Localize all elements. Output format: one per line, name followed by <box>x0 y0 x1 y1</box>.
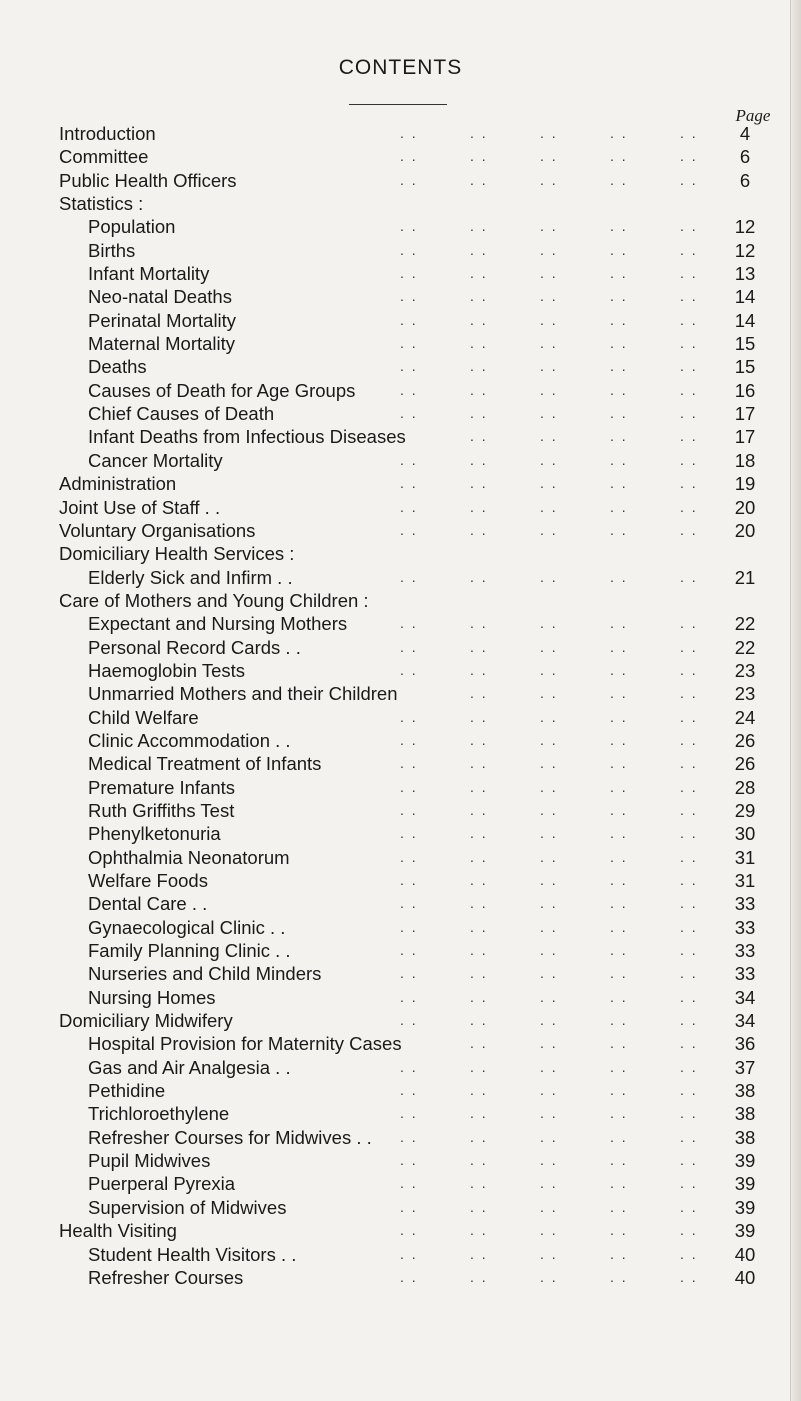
entry-label: Population <box>88 216 176 238</box>
contents-entry: Neo-natal Deaths . . . . . . . . . . 14 <box>0 285 801 308</box>
entry-page-number: 23 <box>734 659 756 681</box>
entry-page-number: 22 <box>734 636 756 658</box>
contents-entry: Deaths . . . . . . . . . . 15 <box>0 355 801 378</box>
entry-page-number: 21 <box>734 566 756 588</box>
entry-label: Child Welfare <box>88 706 199 728</box>
contents-entry: Nurseries and Child Minders . . . . . . . . . . 33 <box>0 962 801 985</box>
entry-page-number: 6 <box>739 146 751 168</box>
entry-page-number: 15 <box>734 333 756 355</box>
contents-entry: Population . . . . . . . . . . 12 <box>0 215 801 238</box>
entry-label: Pethidine <box>88 1080 166 1102</box>
contents-entry: Maternal Mortality . . . . . . . . . . 15 <box>0 332 801 355</box>
entry-page-number: 39 <box>734 1220 756 1242</box>
entry-page-number: 6 <box>739 169 751 191</box>
contents-entry: Administration . . . . . . . . . . 19 <box>0 472 801 495</box>
entry-page-number: 38 <box>734 1103 756 1125</box>
entry-page-number: 31 <box>734 846 756 868</box>
entry-label: Premature Infants <box>88 776 236 798</box>
contents-entry: Chief Causes of Death . . . . . . . . . . 17 <box>0 402 801 425</box>
entry-label: Elderly Sick and Infirm . . <box>88 566 293 588</box>
entry-page-number: 31 <box>734 870 756 891</box>
entry-label: Pupil Midwives <box>88 1150 211 1172</box>
entry-label: Medical Treatment of Infants <box>88 753 322 775</box>
entry-label: Dental Care . . <box>88 893 208 915</box>
contents-entry: Family Planning Clinic . . . . . . . . . . . . 33 <box>0 939 801 962</box>
entry-page-number: 17 <box>734 426 756 448</box>
entry-label: Infant Deaths from Infectious Diseases <box>88 426 406 448</box>
entry-label: Nurseries and Child Minders <box>88 963 322 985</box>
entry-label: Cancer Mortality <box>88 449 223 471</box>
contents-entry <box>0 589 801 612</box>
contents-entry: Perinatal Mortality . . . . . . . . . . 14 <box>0 309 801 332</box>
contents-entry: Refresher Courses for Midwives . . . . . . . . . . . . 38 <box>0 1126 801 1149</box>
contents-entry: Infant Mortality . . . . . . . . . . 13 <box>0 262 801 285</box>
entry-label: Statistics : <box>59 193 144 215</box>
entry-label: Maternal Mortality <box>88 333 236 355</box>
contents-entry: Supervision of Midwives . . . . . . . . . . 39 <box>0 1196 801 1219</box>
entry-page-number: 34 <box>734 1010 756 1032</box>
contents-entry: Expectant and Nursing Mothers . . . . . . . . . . 22 <box>0 612 801 635</box>
contents-entry <box>0 192 801 215</box>
entry-label: Gas and Air Analgesia . . <box>88 1056 291 1078</box>
entry-label: Care of Mothers and Young Children : <box>59 589 369 611</box>
entry-page-number: 33 <box>734 916 756 938</box>
entry-label: Unmarried Mothers and their Children <box>88 683 398 705</box>
contents-entry: Public Health Officers . . . . . . . . . . 6 <box>0 169 801 192</box>
entry-label: Hospital Provision for Maternity Cases <box>88 1033 402 1055</box>
entry-page-number: 12 <box>734 239 756 261</box>
entry-label: Chief Causes of Death <box>88 403 275 425</box>
entry-label: Committee <box>59 146 149 168</box>
contents-entry: Personal Record Cards . . . . . . . . . . . . 22 <box>0 636 801 659</box>
entry-label: Clinic Accommodation . . <box>88 729 291 751</box>
entry-label: Puerperal Pyrexia <box>88 1173 236 1195</box>
contents-entry: Cancer Mortality . . . . . . . . . . 18 <box>0 449 801 472</box>
title-rule <box>349 104 447 105</box>
contents-entry: Introduction . . . . . . . . . . 4 <box>0 122 801 145</box>
entry-label: Health Visiting <box>59 1220 177 1242</box>
entry-label: Refresher Courses for Midwives . . <box>88 1126 372 1148</box>
contents-entry: Phenylketonuria . . . . . . . . . . 30 <box>0 822 801 845</box>
contents-entry: Pupil Midwives . . . . . . . . . . 39 <box>0 1149 801 1172</box>
entry-page-number: 17 <box>734 403 756 425</box>
contents-entry <box>0 542 801 565</box>
contents-entry: Committee . . . . . . . . . . 6 <box>0 145 801 168</box>
entry-label: Domiciliary Midwifery <box>59 1010 233 1032</box>
entry-page-number: 39 <box>734 1173 756 1195</box>
entry-page-number: 38 <box>734 1080 756 1102</box>
entry-page-number: 16 <box>734 379 756 401</box>
entry-page-number: 40 <box>734 1243 756 1265</box>
contents-list <box>0 122 801 1289</box>
entry-page-number: 23 <box>734 683 756 705</box>
contents-entry: Refresher Courses . . . . . . . . . . 40 <box>0 1266 801 1289</box>
contents-entry: Infant Deaths from Infectious Diseases . . . . . . . . 17 <box>0 425 801 448</box>
entry-label: Infant Mortality <box>88 263 210 285</box>
entry-label: Causes of Death for Age Groups <box>88 379 356 401</box>
entry-label: Deaths <box>88 356 147 378</box>
contents-entry: Health Visiting . . . . . . . . . . 39 <box>0 1219 801 1242</box>
entry-label: Supervision of Midwives <box>88 1196 287 1218</box>
entry-label: Joint Use of Staff . . <box>59 496 221 518</box>
entry-page-number: 39 <box>734 1150 756 1172</box>
contents-entry: Unmarried Mothers and their Children . . . . . . . . 23 <box>0 682 801 705</box>
entry-label: Family Planning Clinic . . <box>88 940 291 962</box>
contents-entry: Voluntary Organisations . . . . . . . . . . 20 <box>0 519 801 542</box>
contents-entry: Medical Treatment of Infants . . . . . . . . . . 26 <box>0 752 801 775</box>
contents-entry: Student Health Visitors . . . . . . . . . . . . 40 <box>0 1243 801 1266</box>
contents-entry: Premature Infants . . . . . . . . . . 28 <box>0 776 801 799</box>
entry-page-number: 12 <box>734 216 756 238</box>
contents-entry: Pethidine . . . . . . . . . . 38 <box>0 1079 801 1102</box>
contents-entry: Dental Care . . . . . . . . . . . . 33 <box>0 892 801 915</box>
entry-label: Personal Record Cards . . <box>88 636 301 658</box>
contents-entry: Haemoglobin Tests . . . . . . . . . . 23 <box>0 659 801 682</box>
contents-entry: Ruth Griffiths Test . . . . . . . . . . 29 <box>0 799 801 822</box>
entry-label: Ophthalmia Neonatorum <box>88 846 290 868</box>
contents-entry: Joint Use of Staff . . . . . . . . . . . . 20 <box>0 496 801 519</box>
entry-label: Introduction <box>59 123 156 144</box>
entry-label: Administration <box>59 473 177 495</box>
entry-page-number: 26 <box>734 753 756 775</box>
contents-entry: Child Welfare . . . . . . . . . . 24 <box>0 706 801 729</box>
contents-entry: Ophthalmia Neonatorum . . . . . . . . . . 31 <box>0 846 801 869</box>
entry-label: Phenylketonuria <box>88 823 221 845</box>
entry-page-number: 24 <box>734 706 756 728</box>
entry-label: Neo-natal Deaths <box>88 286 232 308</box>
entry-label: Public Health Officers <box>59 169 237 191</box>
contents-entry: Gynaecological Clinic . . . . . . . . . . . . 33 <box>0 916 801 939</box>
entry-page-number: 33 <box>734 940 756 962</box>
entry-page-number: 20 <box>734 496 756 518</box>
entry-page-number: 26 <box>734 729 756 751</box>
entry-label: Voluntary Organisations <box>59 519 256 541</box>
entry-page-number: 19 <box>734 473 756 495</box>
entry-page-number: 14 <box>734 309 756 331</box>
entry-page-number: 40 <box>734 1266 756 1288</box>
entry-page-number: 14 <box>734 286 756 308</box>
entry-label: Nursing Homes <box>88 986 216 1008</box>
contents-entry: Trichloroethylene . . . . . . . . . . 38 <box>0 1102 801 1125</box>
contents-entry: Elderly Sick and Infirm . . . . . . . . . . . . 21 <box>0 566 801 589</box>
contents-entry: Puerperal Pyrexia . . . . . . . . . . 39 <box>0 1172 801 1195</box>
entry-label: Trichloroethylene <box>88 1103 230 1125</box>
entry-label: Haemoglobin Tests <box>88 659 245 681</box>
contents-entry: Causes of Death for Age Groups . . . . . . . . . . 16 <box>0 379 801 402</box>
entry-page-number: 13 <box>734 263 756 285</box>
entry-page-number: 28 <box>734 776 756 798</box>
contents-entry: Domiciliary Midwifery . . . . . . . . . . 34 <box>0 1009 801 1032</box>
entry-label: Student Health Visitors . . <box>88 1243 297 1265</box>
page-column-header: Page <box>735 106 771 125</box>
entry-label: Expectant and Nursing Mothers <box>88 613 348 635</box>
contents-entry: Clinic Accommodation . . . . . . . . . . . . 26 <box>0 729 801 752</box>
contents-entry: Births . . . . . . . . . . 12 <box>0 239 801 262</box>
entry-label: Gynaecological Clinic . . <box>88 916 286 938</box>
contents-entry: Gas and Air Analgesia . . . . . . . . . . . . 37 <box>0 1056 801 1079</box>
entry-page-number: 29 <box>734 799 756 821</box>
entry-page-number: 20 <box>734 519 756 541</box>
entry-page-number: 4 <box>739 123 751 144</box>
contents-entry: Welfare Foods . . . . . . . . . . 31 <box>0 869 801 892</box>
entry-page-number: 33 <box>734 893 756 915</box>
entry-label: Perinatal Mortality <box>88 309 237 331</box>
entry-page-number: 18 <box>734 449 756 471</box>
contents-entry: Hospital Provision for Maternity Cases . . . . . . . . 36 <box>0 1032 801 1055</box>
contents-entry: Nursing Homes . . . . . . . . . . 34 <box>0 986 801 1009</box>
entry-label: Refresher Courses <box>88 1266 244 1288</box>
entry-page-number: 33 <box>734 963 756 985</box>
entry-label: Births <box>88 239 136 261</box>
entry-label: Welfare Foods <box>88 870 208 891</box>
entry-label: Domiciliary Health Services : <box>59 543 295 565</box>
entry-page-number: 34 <box>734 986 756 1008</box>
entry-page-number: 39 <box>734 1196 756 1218</box>
entry-page-number: 30 <box>734 823 756 845</box>
page-title: CONTENTS <box>338 56 463 79</box>
entry-page-number: 36 <box>734 1033 756 1055</box>
entry-page-number: 22 <box>734 613 756 635</box>
entry-page-number: 37 <box>734 1056 756 1078</box>
entry-page-number: 15 <box>734 356 756 378</box>
entry-label: Ruth Griffiths Test <box>88 799 235 821</box>
entry-page-number: 38 <box>734 1126 756 1148</box>
